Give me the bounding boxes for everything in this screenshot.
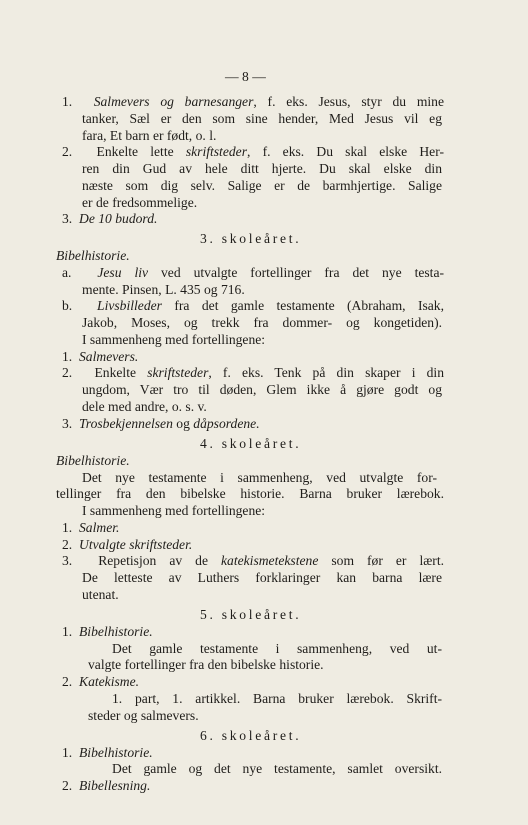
section-heading-5: 5. skoleåret. <box>200 607 302 622</box>
text-line: I sammenheng med fortellingene: <box>82 332 266 347</box>
text-line: b. Livsbilleder fra det gamle testamente (Abraham, Isak, <box>62 298 444 313</box>
text-line: tanker, Sæl er den som sine hender, Med Jesus vil eg <box>82 111 442 126</box>
text-line: a. Jesu liv ved utvalgte fortellinger fra det nye testa- <box>62 265 445 280</box>
text-line: næste som dig selv. Salige er de barmhjertige. Salige <box>82 178 442 193</box>
text-line: tellinger fra den bibelske historie. Barna bruker lærebok. <box>56 486 444 501</box>
text-line: Det gamle og det nye testamente, samlet oversikt. <box>112 761 442 776</box>
text-line: steder og salmevers. <box>88 708 199 723</box>
text-line: 2. Bibellesning. <box>62 778 151 793</box>
text-line: 2. Enkelte skriftsteder, f. eks. Tenk på din skaper i din <box>62 365 444 380</box>
page-number: — 8 — <box>225 69 266 84</box>
text-line: Bibelhistorie. <box>56 248 130 263</box>
text-line: 1. Salmevers og barnesanger, f. eks. Jesus, styr du mine <box>62 94 444 109</box>
text-line: 1. Salmevers. <box>62 349 139 364</box>
text-line: Det nye testamente i sammenheng, ved utvalgte for- <box>82 470 437 485</box>
text-line: mente. Pinsen, L. 435 og 716. <box>82 282 245 297</box>
text-line: Jakob, Moses, og trekk fra dommer- og kongetiden). <box>82 315 442 330</box>
text-line: 2. Utvalgte skriftsteder. <box>62 537 193 552</box>
text-line: I sammenheng med fortellingene: <box>82 503 266 518</box>
text-line: fara, Et barn er født, o. l. <box>82 128 217 143</box>
text-line: ungdom, Vær tro til døden, Glem ikke å gjøre godt og <box>82 382 442 397</box>
text-line: 1. Bibelhistorie. <box>62 745 153 760</box>
text-line: 2. Enkelte lette skriftsteder, f. eks. Du skal elske Her- <box>62 144 444 159</box>
text-line: 3. Repetisjon av de katekismetekstene som før er lært. <box>62 553 444 568</box>
text-line: 3. Trosbekjennelsen og dåpsordene. <box>62 416 260 431</box>
text-line: valgte fortellinger fra den bibelske historie. <box>88 657 324 672</box>
text-line: er de fredsommelige. <box>82 195 198 210</box>
text-line: Bibelhistorie. <box>56 453 130 468</box>
text-line: 1. Salmer. <box>62 520 120 535</box>
text-line: ren din Gud av hele ditt hjerte. Du skal elske din <box>82 161 442 176</box>
section-heading-4: 4. skoleåret. <box>200 436 302 451</box>
text-line: 1. part, 1. artikkel. Barna bruker lærebok. Skrift- <box>112 691 442 706</box>
section-heading-3: 3. skoleåret. <box>200 231 302 246</box>
section-heading-6: 6. skoleåret. <box>200 728 302 743</box>
text-line: 2. Katekisme. <box>62 674 140 689</box>
text-line: dele med andre, o. s. v. <box>82 399 207 414</box>
text-line: 3. De 10 budord. <box>62 211 158 226</box>
text-line: 1. Bibelhistorie. <box>62 624 153 639</box>
text-line: utenat. <box>82 587 119 602</box>
text-line: De letteste av Luthers forklaringer kan barna lære <box>82 570 442 585</box>
text-line: Det gamle testamente i sammenheng, ved ut- <box>112 641 442 656</box>
